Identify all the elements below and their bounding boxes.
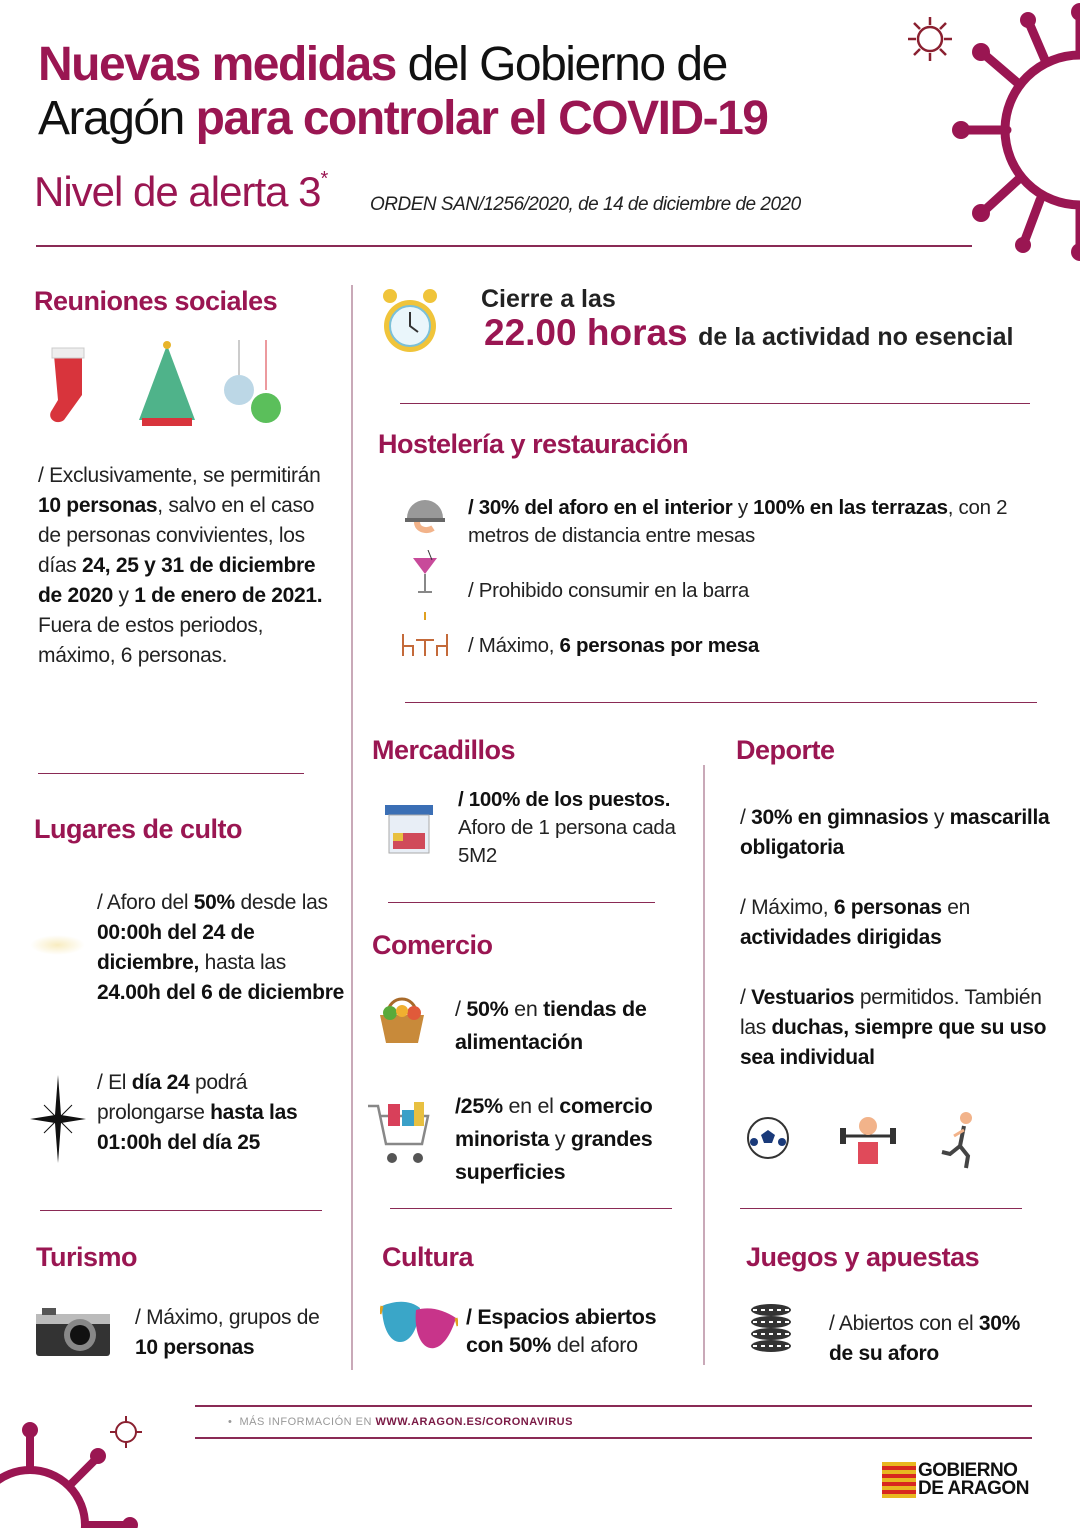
- section-title-comercio: Comercio: [372, 930, 493, 960]
- text-segment: y: [112, 584, 135, 607]
- text-segment: en el: [502, 1094, 560, 1118]
- more-info-link[interactable]: WWW.ARAGON.ES/CORONAVIRUS: [375, 1416, 573, 1428]
- hosteleria-item: [468, 576, 749, 606]
- text-segment: /: [740, 986, 752, 1009]
- culto-text-1: [97, 888, 347, 1008]
- text-bold: tiendas de alimentación: [455, 997, 647, 1054]
- text-bold: día 24: [131, 1071, 190, 1094]
- text-segment: , con 2 metros de distancia entre mesas: [468, 496, 1008, 547]
- candle-glow-icon: [30, 935, 85, 955]
- title-regular: Aragón: [38, 92, 196, 145]
- section-title-reuniones: Reuniones sociales: [34, 286, 278, 316]
- text-segment: / Prohibido consumir en la barra: [468, 579, 749, 602]
- column-divider: [703, 765, 705, 1365]
- text-segment: Fuera de estos periodos, máximo, 6 personas.: [38, 614, 264, 667]
- weightlifter-icon: [838, 1112, 898, 1166]
- soccer-ball-icon: [746, 1116, 790, 1160]
- text-bold: 100% en las terrazas: [753, 496, 948, 519]
- section-title-cultura: Cultura: [382, 1242, 473, 1272]
- virus-bottom-icon: [0, 1410, 150, 1528]
- text-bold: / 100% de los puestos.: [458, 788, 671, 811]
- comercio-item: [455, 1090, 695, 1189]
- casino-chips-icon: [748, 1302, 794, 1358]
- deporte-item: [740, 803, 1060, 863]
- text-bold: 24.00h del 6 de diciembre: [97, 981, 344, 1004]
- aragon-flag-icon: [882, 1462, 916, 1498]
- title-regular: del Gobierno de: [395, 38, 727, 91]
- theater-masks-icon: [380, 1300, 458, 1352]
- logo-line2: DE ARAGON: [918, 1478, 1029, 1499]
- title-bold: Nuevas medidas: [38, 38, 396, 91]
- column-divider: [351, 285, 353, 1370]
- text-segment: / Abiertos con el: [829, 1312, 979, 1335]
- text-segment: / Máximo,: [468, 634, 560, 657]
- virus-large-icon: [945, 0, 1080, 265]
- christmas-icons: [42, 340, 292, 430]
- divider: [405, 702, 1037, 703]
- cierre-time: 22.00 horas: [484, 312, 688, 353]
- text-bold: 30% de su aforo: [829, 1312, 1020, 1365]
- star-icon: [30, 1075, 86, 1163]
- divider: [40, 1210, 322, 1211]
- text-segment: , salvo en el caso de personas convivientes, los días: [38, 494, 315, 577]
- mercadillos-text: [458, 786, 688, 870]
- more-info-prefix: MÁS INFORMACIÓN EN: [239, 1416, 376, 1428]
- runner-icon: [940, 1110, 980, 1170]
- deporte-item: [740, 983, 1060, 1073]
- text-segment: en: [941, 896, 971, 919]
- divider: [195, 1405, 1032, 1407]
- hosteleria-item: [468, 494, 1038, 550]
- text-bold: duchas, siempre que su uso sea individual: [740, 1016, 1047, 1069]
- divider: [388, 902, 655, 903]
- text-bold: 1 de enero de 2021.: [134, 584, 323, 607]
- text-segment: /: [740, 806, 752, 829]
- section-title-culto: Lugares de culto: [34, 814, 243, 844]
- title-bold: para controlar el COVID-19: [195, 92, 768, 145]
- juegos-text: [829, 1309, 1029, 1369]
- text-bold: 50%: [193, 891, 235, 914]
- text-bold: mascarilla obligatoria: [740, 806, 1050, 859]
- more-info: • MÁS INFORMACIÓN EN WWW.ARAGON.ES/CORONAVIRUS: [228, 1416, 573, 1428]
- divider: [390, 1208, 672, 1209]
- text-segment: permitidos. También las: [740, 986, 1042, 1039]
- section-title-deporte: Deporte: [736, 735, 835, 765]
- text-segment: en: [508, 997, 544, 1021]
- comercio-item: [455, 993, 695, 1059]
- alarm-clock-icon: [380, 284, 440, 359]
- text-bold: 6 personas por mesa: [559, 634, 759, 657]
- text-segment: del aforo: [551, 1333, 638, 1357]
- divider: [195, 1437, 1032, 1439]
- ornaments-icon: [224, 340, 281, 423]
- cierre-line1: Cierre a las: [481, 285, 616, 313]
- text-bold: grandes superficies: [455, 1127, 653, 1184]
- section-title-juegos: Juegos y apuestas: [746, 1242, 980, 1272]
- section-title-mercadillos: Mercadillos: [372, 735, 516, 765]
- text-bold: /25%: [455, 1094, 503, 1118]
- logo-line1: GOBIERNO: [918, 1460, 1018, 1481]
- shopping-cart-icon: [366, 1100, 432, 1166]
- text-segment: y: [928, 806, 950, 829]
- cierre-main: [484, 312, 1014, 354]
- text-bold: actividades dirigidas: [740, 926, 942, 949]
- text-segment: podrá prolongarse: [97, 1071, 248, 1124]
- text-segment: hasta las: [199, 951, 286, 974]
- market-stall-icon: [383, 803, 435, 855]
- text-bold: comercio minorista: [455, 1094, 653, 1151]
- section-title-turismo: Turismo: [36, 1242, 138, 1272]
- order-reference: ORDEN SAN/1256/2020, de 14 de diciembre de 2020: [370, 194, 801, 215]
- text-bold: 00:00h del 24 de diciembre,: [97, 921, 255, 974]
- text-segment: / Aforo del: [97, 891, 194, 914]
- text-bold: Vestuarios: [751, 986, 855, 1009]
- text-segment: / Máximo,: [740, 896, 834, 919]
- divider: [38, 773, 304, 774]
- table-chairs-icon: [400, 612, 450, 658]
- alert-level: [34, 168, 327, 216]
- gobierno-aragon-logo: [882, 1462, 1029, 1498]
- basket-icon: [376, 993, 428, 1045]
- cloche-icon: [403, 490, 448, 535]
- divider: [36, 245, 972, 247]
- text-bold: 50%: [466, 997, 509, 1021]
- text-bold: 10 personas: [135, 1336, 255, 1359]
- hosteleria-item: [468, 631, 759, 661]
- text-segment: desde las: [234, 891, 328, 914]
- text-bold: 6 personas: [833, 896, 942, 919]
- text-segment: / El: [97, 1071, 132, 1094]
- text-segment: / Máximo, grupos de: [135, 1306, 320, 1329]
- text-segment: Aforo de 1 persona cada 5M2: [458, 816, 676, 867]
- text-segment: y: [549, 1127, 571, 1151]
- text-bold: 30% en gimnasios: [751, 806, 929, 829]
- cierre-line2: de la actividad no esencial: [698, 323, 1014, 351]
- culto-text-2: [97, 1068, 347, 1158]
- section-title-hosteleria: Hostelería y restauración: [378, 429, 689, 459]
- camera-icon: [36, 1308, 110, 1356]
- divider: [740, 1208, 1022, 1209]
- reuniones-text: [38, 461, 328, 671]
- alert-level-text: Nivel de alerta 3: [34, 168, 321, 215]
- text-bold: / 30% del aforo en el interior: [468, 496, 733, 519]
- text-segment: y: [732, 496, 754, 519]
- cultura-text: [466, 1303, 696, 1359]
- deporte-item: [740, 893, 1060, 953]
- text-bold: 24, 25 y 31 de diciembre de 2020: [38, 554, 316, 607]
- divider: [400, 403, 1030, 404]
- text-bold: 10 personas: [38, 494, 158, 517]
- text-bold: / Espacios abiertos con 50%: [466, 1305, 657, 1357]
- text-bold: hasta las 01:00h del día 25: [97, 1101, 298, 1154]
- turismo-text: [135, 1303, 335, 1363]
- text-segment: / Exclusivamente, se permitirán: [38, 464, 321, 487]
- christmas-tree-icon: [139, 341, 195, 426]
- asterisk: *: [320, 168, 328, 190]
- cocktail-icon: [410, 550, 440, 598]
- stocking-icon: [50, 348, 84, 422]
- text-segment: /: [455, 997, 467, 1021]
- page-title: [38, 38, 767, 146]
